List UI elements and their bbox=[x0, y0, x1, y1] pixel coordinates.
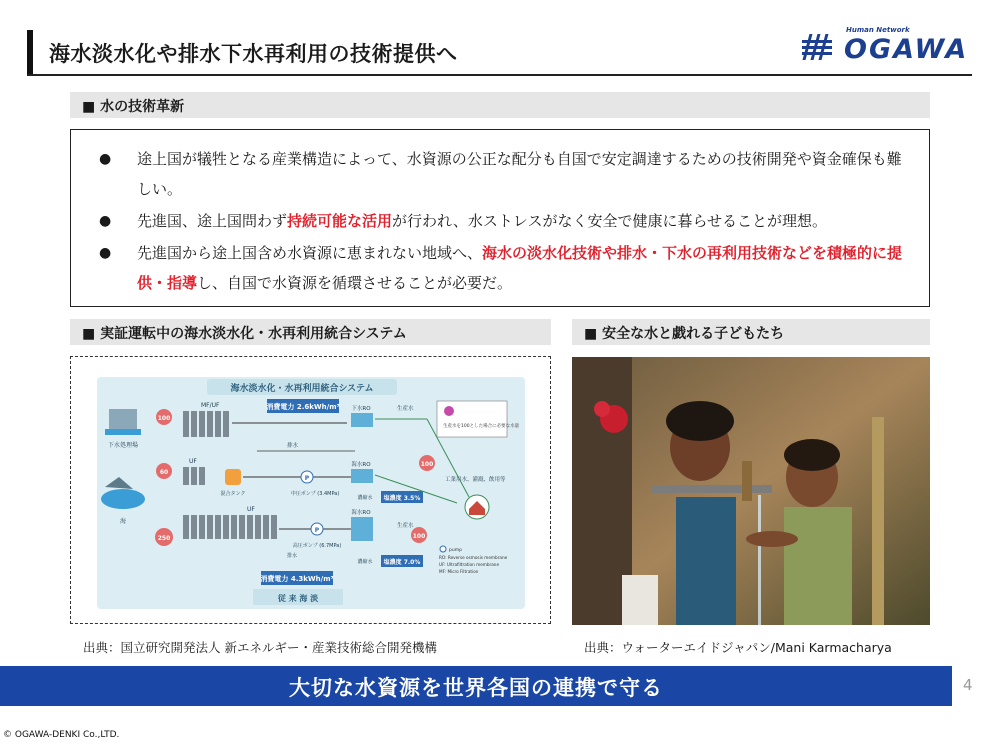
bullet-dot: ● bbox=[99, 245, 112, 261]
value-100-b: 100 bbox=[420, 461, 434, 468]
bullet-text: 先進国から途上国含め水資源に恵まれない地域へ、 bbox=[137, 244, 483, 262]
bullet-item-2 bbox=[99, 206, 909, 236]
logo-mark-icon bbox=[800, 32, 844, 62]
concentrate-1-label: 排水 bbox=[287, 443, 299, 449]
uf1-label: UF bbox=[189, 458, 197, 465]
prodwater-1-label: 生産水 bbox=[397, 406, 414, 412]
legacy-label: 従 来 海 淡 bbox=[277, 594, 319, 603]
salt-ratio-2-label: 塩濃度 7.0% bbox=[383, 559, 421, 566]
source-right: 出典：ウォーターエイドジャパン/Mani Karmacharya bbox=[584, 640, 892, 655]
bullet-dot: ● bbox=[99, 151, 112, 167]
section-label-photo: ■ 安全な水と戯れる子どもたち bbox=[572, 319, 930, 345]
page-number: 4 bbox=[963, 676, 973, 694]
section-label-system: ■ 実証運転中の海水淡水化・水再利用統合システム bbox=[70, 319, 551, 345]
legend-mf: MF: Micro Filtration bbox=[439, 569, 479, 574]
tank-label: 混合タンク bbox=[220, 491, 246, 497]
legend-ro: RO: Reverse osmosis membrane bbox=[439, 555, 508, 560]
users-label: 工業用水、灌漑、飲用等 bbox=[445, 477, 506, 483]
seawater-ro-1-label: 海水RO bbox=[351, 462, 371, 468]
bullet-highlight: 海水の淡水化技術や排水・下水の再利用技術などを積極的に提供・指導 bbox=[137, 244, 903, 292]
section-label-innovation: ■ 水の技術革新 bbox=[70, 92, 930, 118]
bullet-item-1 bbox=[99, 144, 909, 204]
sewage-plant-label: 下水処理場 bbox=[107, 442, 139, 449]
brine-1-label: 濃縮水 bbox=[357, 495, 373, 501]
upper-power-label: 消費電力 2.6kWh/m³ bbox=[266, 403, 340, 411]
bullet-text: 途上国が犠牲となる産業構造によって、水資源の公正な配分も自国で安定調達するための技術開発や資金確保も難しい。 bbox=[137, 150, 902, 198]
title-accent-bar bbox=[27, 30, 33, 74]
pump1-label: 中圧ポンプ (3.4MPa) bbox=[290, 491, 340, 497]
children-water-photo bbox=[572, 357, 930, 625]
bullet-item-3 bbox=[99, 238, 909, 298]
footer-banner: 大切な水資源を世界各国の連携で守る bbox=[0, 666, 952, 706]
low-ro-label: 下水RO bbox=[351, 406, 371, 412]
innovation-bullet-box bbox=[70, 129, 930, 307]
brine-2-label: 濃縮水 bbox=[357, 559, 373, 565]
desalination-system-diagram bbox=[97, 377, 525, 609]
lower-power-label: 消費電力 4.3kWh/m³ bbox=[260, 575, 334, 583]
page-title: 海水淡水化や排水下水再利用の技術提供へ bbox=[49, 42, 458, 66]
value-60: 60 bbox=[159, 469, 169, 476]
legend-uf: UF: Ultrafiltration membrane bbox=[439, 562, 500, 567]
value-100-c: 100 bbox=[412, 533, 426, 540]
bullet-dot: ● bbox=[99, 213, 112, 229]
diagram-title: 海水淡水化・水再利用統合システム bbox=[230, 384, 374, 394]
concentrate-2-label: 排水 bbox=[287, 553, 298, 559]
source-left: 出典：国立研究開発法人 新エネルギー・産業技術総合開発機構 bbox=[83, 640, 437, 655]
salt-ratio-1-label: 塩濃度 3.5% bbox=[383, 495, 421, 502]
bullet-text: し、自国で水資源を循環させることが必要だ。 bbox=[197, 274, 513, 292]
svg-text:P: P bbox=[314, 527, 320, 534]
svg-text:P: P bbox=[304, 475, 310, 482]
bullet-text: が行われ、水ストレスがなく安全で健康に暮らせることが理想。 bbox=[392, 212, 828, 230]
value-250: 250 bbox=[157, 535, 171, 542]
bullet-highlight: 持続可能な活用 bbox=[287, 212, 393, 230]
mfuf-label: MF/UF bbox=[201, 402, 220, 409]
diagram-frame bbox=[70, 356, 551, 624]
sea-label: 海 bbox=[119, 518, 127, 525]
ogawa-logo bbox=[800, 24, 972, 68]
uf2-label: UF bbox=[247, 506, 255, 513]
note-label: 生産水を100とした場合に必要な水量 bbox=[443, 424, 520, 429]
seawater-ro-2-label: 海水RO bbox=[351, 510, 371, 516]
pump2-label: 高圧ポンプ (6.7MPa) bbox=[292, 543, 342, 549]
copyright: © OGAWA-DENKI Co.,LTD. bbox=[3, 730, 120, 740]
value-100-a: 100 bbox=[157, 415, 171, 422]
bullet-text: 先進国、途上国問わず bbox=[137, 212, 288, 230]
logo-tagline: Human Network bbox=[846, 26, 910, 34]
prodwater-2-label: 生産水 bbox=[397, 523, 414, 529]
logo-wordmark: OGAWA bbox=[844, 34, 969, 65]
legend-pump: pump bbox=[449, 548, 462, 553]
